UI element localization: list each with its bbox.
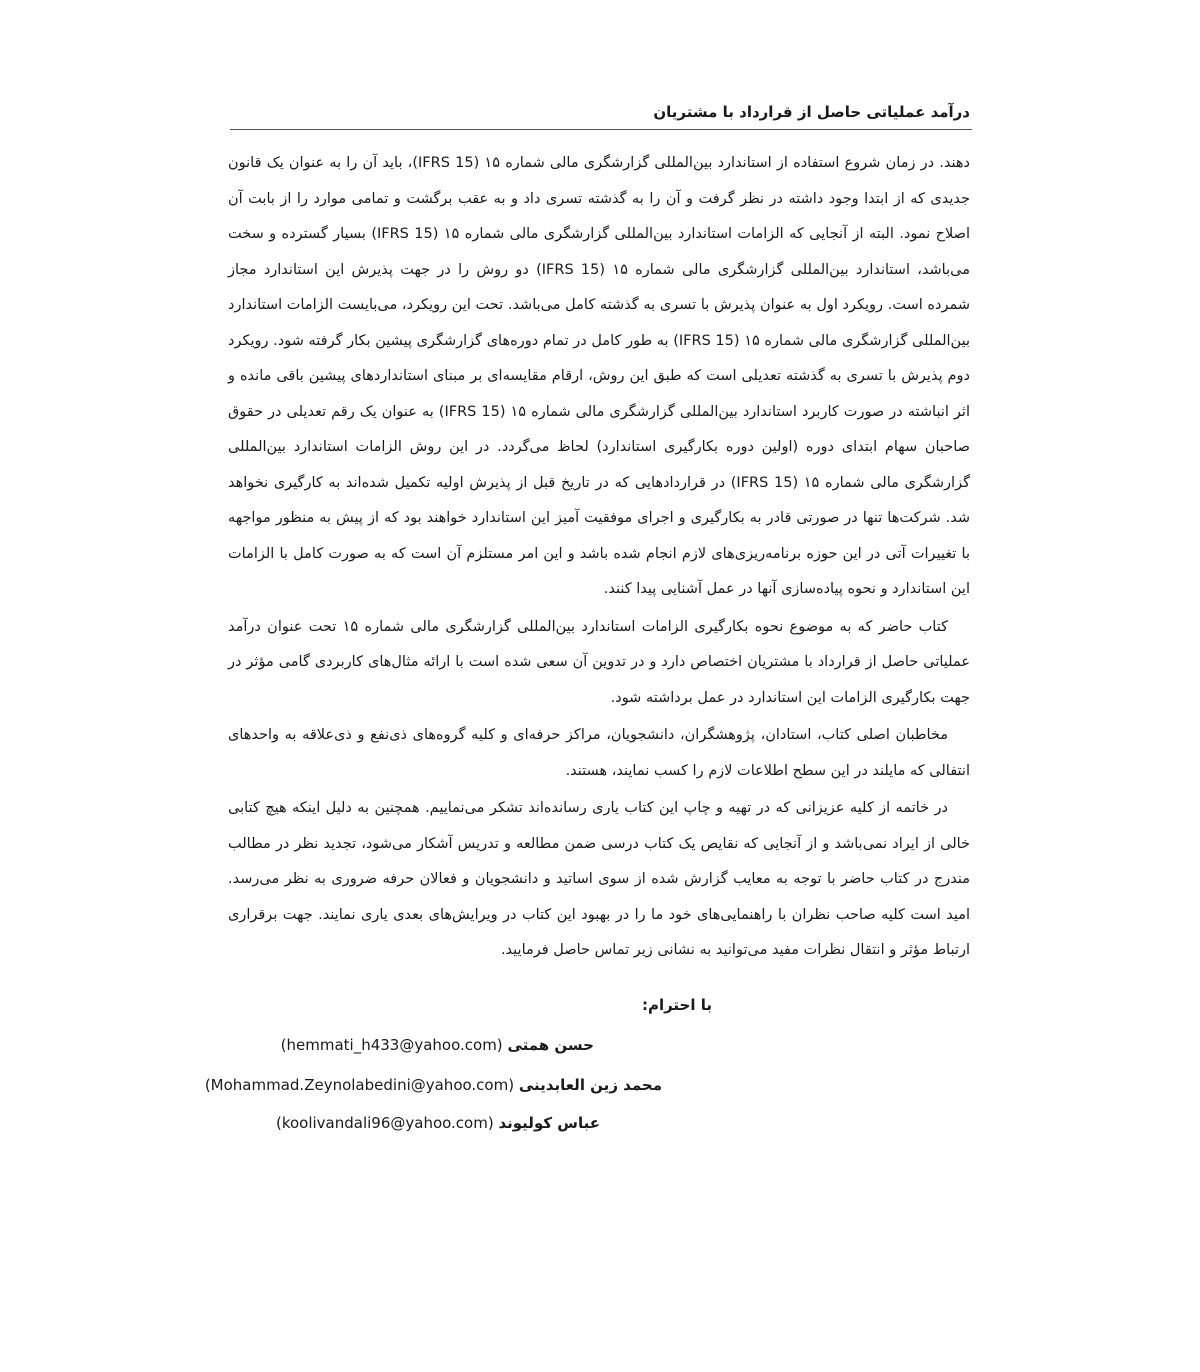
author-name: عباس کولیوند: [498, 1114, 600, 1132]
author-email: (koolivandali96@yahoo.com): [275, 1114, 494, 1132]
paragraph-book-purpose: کتاب حاضر که به موضوع نحوه بکارگیری الزامات استاندارد بین‌المللی گزارشگری مالی شماره ۱۵ تحت عنوان درآمد عملیاتی حاصل از قرارداد با مشتریان اختصاص دارد و در تدوین آن سعی شده است با ارائه مثال‌های کاربردی گامی مؤثر در جهت بکارگیری الزامات این استاندارد در عمل برداشته شود.: [228, 618, 970, 706]
author-line: [205, 1076, 662, 1094]
author-email: (hemmati_h433@yahoo.com): [280, 1036, 503, 1054]
author-email: (Mohammad.Zeynolabedini@yahoo.com): [204, 1076, 515, 1094]
running-header: درآمد عملیاتی حاصل از قرارداد با مشتریان: [653, 103, 970, 121]
author-name: حسن همتی: [507, 1036, 594, 1054]
signature-heading: با احترام:: [641, 996, 712, 1014]
author-line: [276, 1114, 600, 1132]
author-name: محمد زین العابدینی: [518, 1076, 662, 1094]
header-divider: [230, 129, 972, 130]
page-body: [228, 146, 970, 969]
paragraph-acknowledgements: در خاتمه از کلیه عزیزانی که در تهیه و چاپ این کتاب یاری رسانده‌اند تشکر می‌نماییم. همچنین به دلیل اینکه هیچ کتابی خالی از ایراد نمی‌باشد و از آنجایی که نقایص یک کتاب درسی ضمن مطالعه و تدریس آشکار می‌شود، تجدید نظر در مطالب مندرج در کتاب حاضر با توجه به معایب گزارش شده از سوی اساتید و دانشجویان و فعالان حرفه ضروری به نظر می‌رسد. امید است کلیه صاحب نظران با راهنمایی‌های خود ما را در بهبود این کتاب در ویرایش‌های بعدی یاری نمایند. جهت برقراری ارتباط مؤثر و انتقال نظرات مفید می‌توانید به نشانی زیر تماس حاصل فرمایید.: [228, 800, 970, 958]
paragraph-adoption-approaches: دهند. در زمان شروع استفاده از استاندارد بین‌المللی گزارشگری مالی شماره ۱۵ (IFRS 15)، باید آن را به عنوان یک قانون جدیدی که از ابتدا وجود داشته در نظر گرفت و آن را به گذشته تسری داد و به عقب برگشت و تمامی موارد را از بابت آن اصلاح نمود. البته از آنجایی که الزامات استاندارد بین‌المللی گزارشگری مالی شماره ۱۵ (IFRS 15) بسیار گسترده و سخت می‌باشد، استاندارد بین‌المللی گزارشگری مالی شماره ۱۵ (IFRS 15) دو روش را در جهت پذیرش این استاندارد مجاز شمرده است. رویکرد اول به عنوان پذیرش با تسری به گذشته کامل می‌باشد. تحت این رویکرد، می‌بایست الزامات استاندارد بین‌المللی گزارشگری مالی شماره ۱۵ (IFRS 15) به طور کامل در تمام دوره‌های گزارشگری پیشین بکار گرفته شود. رویکرد دوم پذیرش با تسری به گذشته تعدیلی است که طبق این روش، ارقام مقایسه‌ای بر مبنای استانداردهای پیشین باقی مانده و اثر انباشته در صورت کاربرد استاندارد بین‌المللی گزارشگری مالی شماره ۱۵ (IFRS 15) به عنوان یک رقم تعدیلی در حقوق صاحبان سهام ابتدای دوره (اولین دوره بکارگیری استاندارد) لحاظ می‌گردد. در این روش الزامات استاندارد بین‌المللی گزارشگری مالی شماره ۱۵ (IFRS 15) در قراردادهایی که در تاریخ قبل از پذیرش اولیه تکمیل شده‌اند به کارگیری نخواهد شد. شرکت‌ها تنها در صورتی قادر به بکارگیری و اجرای موفقیت آمیز این استاندارد خواهند بود که از پیش به منظور مواجهه با تغییرات آتی در این حوزه برنامه‌ریزی‌های لازم انجام شده باشد و این امر مستلزم آن است که به صورت کامل با الزامات این استاندارد و نحوه پیاده‌سازی آنها در عمل آشنایی پیدا کنند.: [228, 155, 971, 597]
signature-block: [204, 996, 972, 1146]
paragraph-audience: مخاطبان اصلی کتاب، استادان، پژوهشگران، دانشجویان، مراکز حرفه‌ای و کلیه گروه‌های ذی‌نفع و ذی‌علاقه به واحدهای انتفالی که مایلند در این سطح اطلاعات لازم را کسب نمایند، هستند.: [228, 727, 970, 779]
author-line: [281, 1036, 594, 1054]
